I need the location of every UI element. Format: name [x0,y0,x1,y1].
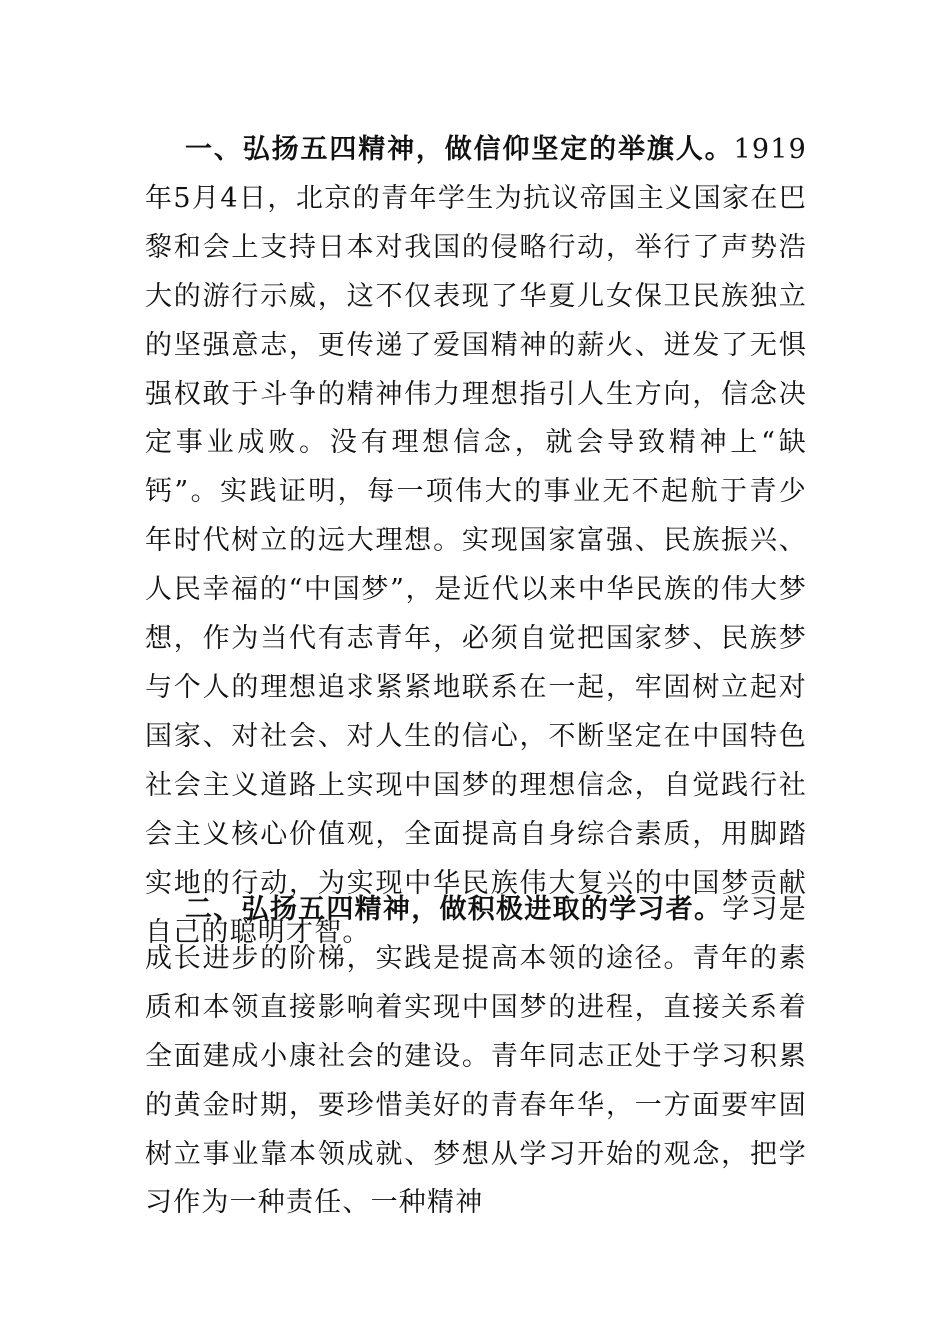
paragraph-1 [145,126,807,957]
paragraph-1-body: 1919年5月4日，北京的青年学生为抗议帝国主义国家在巴黎和会上支持日本对我国的侵略行动，举行了声势浩大的游行示威，这不仅表现了华夏儿女保卫民族独立的坚强意志，更传递了爱国精神的薪火、迸发了无惧强权敢于斗争的精神伟力理想指引人生方向，信念决定事业成败。没有理想信念，就会导致精神上“缺钙”。实践证明，每一项伟大的事业无不起航于青少年时代树立的远大理想。实现国家富强、民族振兴、人民幸福的“中国梦”，是近代以来中华民族的伟大梦想，作为当代有志青年，必须自觉把国家梦、民族梦与个人的理想追求紧紧地联系在一起，牢固树立起对国家、对社会、对人生的信心，不断坚定在中国特色社会主义道路上实现中国梦的理想信念，自觉践行社会主义核心价值观，全面提高自身综合素质，用脚踏实地的行动，为实现中华民族伟大复兴的中国梦贡献自己的聪明才智。 [145,134,807,948]
paragraph-2-body: 学习是成长进步的阶梯，实践是提高本领的途径。青年的素质和本领直接影响着实现中国梦的进程，直接关系着全面建成小康社会的建设。青年同志正处于学习积累的黄金时期，要珍惜美好的青春年华，一方面要牢固树立事业靠本领成就、梦想从学习开始的观念，把学习作为一种责任、一种精神 [145,894,807,1219]
paragraph-2-heading: 二、弘扬五四精神，做积极进取的学习者。 [185,894,723,925]
paragraph-2 [145,886,807,1228]
paragraph-1-heading: 一、弘扬五四精神，做信仰坚定的举旗人。 [185,134,734,165]
